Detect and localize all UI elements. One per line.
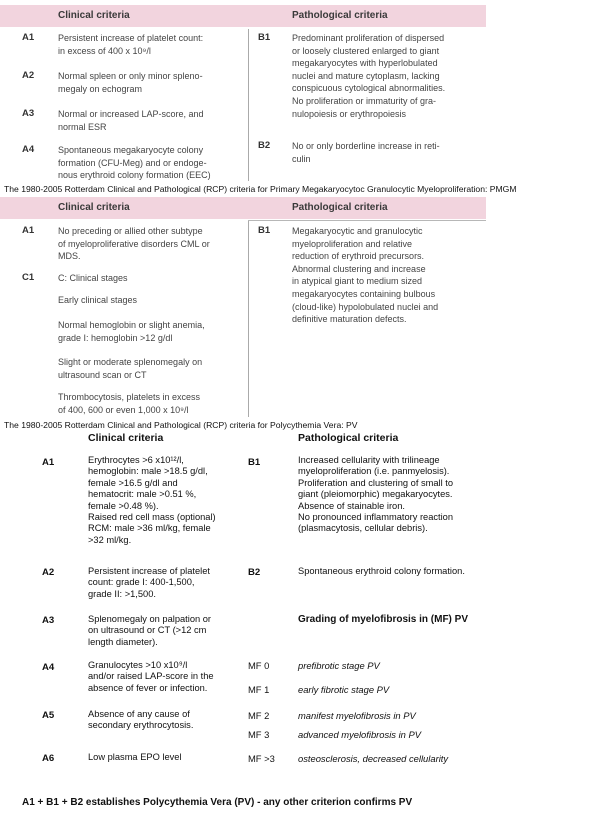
criterion-code: B1 [258, 225, 271, 236]
criterion-text: No or only borderline increase in reti- culin [292, 141, 440, 164]
criterion-code: B1 [248, 457, 261, 468]
criterion-text: Low plasma EPO level [88, 752, 182, 762]
column-divider [248, 29, 249, 181]
grading-title: Grading of myelofibrosis in (MF) PV [298, 614, 469, 625]
criterion-code: A3 [42, 615, 55, 626]
criterion-text: Spontaneous megakaryocyte colony formation (CFU-Meg) and or endoge- nous erythroid colony formation (EEC) [58, 145, 211, 181]
criterion-code: A4 [42, 662, 55, 673]
pathological-criteria-heading: Pathological criteria [298, 432, 399, 444]
pathological-criteria-heading: Pathological criteria [292, 202, 388, 213]
grading-text: manifest myelofibrosis in PV [298, 710, 416, 721]
clinical-criteria-heading: Clinical criteria [58, 10, 130, 21]
table-header [0, 197, 486, 219]
grading-text: prefibrotic stage PV [298, 660, 380, 671]
column-divider [248, 221, 249, 417]
criterion-text: Absence of any cause of secondary erythrocytosis. [88, 709, 194, 731]
summary-statement: A1 + B1 + B2 establishes Polycythemia Vera (PV) - any other criterion confirms PV [22, 797, 413, 808]
criterion-code: A1 [22, 32, 35, 43]
criterion-text: Normal spleen or only minor spleno- megaly on echogram [58, 71, 203, 94]
criterion-text: Erythrocytes >6 x10¹²/l, hemoglobin: male >18.5 g/dl, female >16.5 g/dl and hematocrit: male >0.51 %, female >0.48 %). Raised red cell mass (optional) RCM: male >36 ml/kg, female >32 ml/kg. [88, 455, 216, 545]
grading-code: MF 1 [248, 684, 270, 695]
criterion-text: Splenomegaly on palpation or on ultrasound or CT (>12 cm length diameter). [88, 614, 212, 647]
criterion-code: B2 [248, 567, 261, 578]
grading-text: early fibrotic stage PV [298, 684, 390, 695]
table-caption: The 1980-2005 Rotterdam Clinical and Pathological (RCP) criteria for Polycythemia Vera: PV [4, 420, 358, 430]
criterion-code: A4 [22, 144, 35, 155]
pathological-criteria-heading: Pathological criteria [292, 10, 388, 21]
criterion-code: B2 [258, 140, 271, 151]
criterion-text: Megakaryocytic and granulocytic myeloproliferation and relative reduction of erythroid precursors. Abnormal clustering and increase in atypical giant to medium sized megakaryocytes containing bulbous (cloud-like) hypolobulated nuclei and definitive maturation defects. [292, 226, 439, 325]
criterion-text: Increased cellularity with trilineage myeloproliferation (i.e. panmyelosis). Proliferation and clustering of small to giant (pleiomorphic) megakaryocytes. Absence of stainable iron. No pronounced inflammatory reaction (plasmacytosis, cellular debris). [298, 455, 454, 534]
criterion-text: C: Clinical stages [58, 273, 128, 283]
table-header [0, 5, 486, 27]
criterion-code: A5 [42, 710, 55, 721]
criterion-text: Normal or increased LAP-score, and normal ESR [58, 109, 204, 132]
grading-code: MF 0 [248, 660, 270, 671]
divider [248, 220, 486, 221]
clinical-stage: Slight or moderate splenomegaly on ultrasound scan or CT [58, 357, 203, 380]
criterion-text: Persistent increase of platelet count: in excess of 400 x 10⁹/l [58, 33, 204, 56]
criterion-code: A6 [42, 753, 55, 764]
grading-code: MF >3 [248, 753, 275, 764]
clinical-criteria-heading: Clinical criteria [88, 432, 164, 444]
clinical-stage: Normal hemoglobin or slight anemia, grade I: hemoglobin >12 g/dl [58, 320, 205, 343]
clinical-stage: Thrombocytosis, platelets in excess of 400, 600 or even 1,000 x 10⁹/l [58, 392, 201, 415]
grading-text: advanced myelofibrosis in PV [298, 729, 421, 740]
grading-code: MF 2 [248, 710, 270, 721]
criterion-text: Granulocytes >10 x10⁹/l and/or raised LAP-score in the absence of fever or infection. [88, 660, 214, 693]
criterion-code: A1 [22, 225, 35, 236]
table-caption: The 1980-2005 Rotterdam Clinical and Pathological (RCP) criteria for Primary Megakaryocytoc Granulocytic Myeloproliferation: PMGM [4, 184, 517, 194]
criterion-text: No preceding or allied other subtype of myeloproliferative disorders CML or MDS. [58, 226, 210, 262]
criterion-text: Persistent increase of platelet count: grade I: 400-1,500, grade II: >1,500. [88, 566, 210, 599]
criterion-text: Spontaneous erythroid colony formation. [298, 566, 465, 576]
criterion-code: B1 [258, 32, 271, 43]
criterion-code: A1 [42, 457, 55, 468]
clinical-criteria-heading: Clinical criteria [58, 202, 130, 213]
criterion-code: A2 [42, 567, 55, 578]
criterion-text: Predominant proliferation of dispersed or loosely clustered enlarged to giant megakaryocytes with hyperlobulated nuclei and mature cytoplasm, lacking conspicuous cytological abnormalities. No proliferation or immaturity of gra- nulopoiesis or erythropoiesis [292, 33, 446, 119]
criterion-code: A2 [22, 70, 35, 81]
criterion-code: C1 [22, 272, 35, 283]
clinical-stage: Early clinical stages [58, 295, 138, 305]
grading-code: MF 3 [248, 729, 270, 740]
grading-text: osteosclerosis, decreased cellularity [298, 753, 449, 764]
criterion-code: A3 [22, 108, 35, 119]
